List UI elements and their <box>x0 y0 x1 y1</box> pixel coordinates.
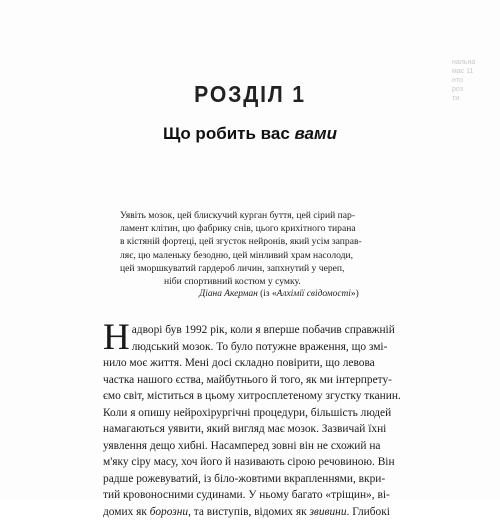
body-fragment: домих як <box>103 506 150 518</box>
body-fragment: , та виступів, відомих як <box>188 506 309 518</box>
chapter-title <box>0 124 500 144</box>
body-last-line <box>103 504 438 520</box>
epigraph-source-prefix: (із « <box>258 289 277 299</box>
drop-cap: Н <box>103 323 130 353</box>
body-line: м'яку сіру масу, хоч його й називають сірою речовиною. Він <box>103 454 438 471</box>
epigraph-line: ляє, цю маленьку безодню, цей мінливий храм насолоди, <box>120 249 438 262</box>
epigraph <box>120 209 438 288</box>
epigraph-line: ніби спортивний костюм у сумку. <box>120 275 438 288</box>
bleed-line: нто <box>452 76 492 85</box>
bleed-line: ти <box>452 94 492 103</box>
bleed-line: роз <box>452 85 492 94</box>
body-fragment: . Глибокі <box>347 506 390 518</box>
epigraph-line: ламент клітин, цю фабрику снів, цього крихітного тирана <box>120 222 438 235</box>
body-line: радше рожевуватий, із біло-жовтими вкрапленнями, вкри- <box>103 471 438 488</box>
epigraph-line: цей зморшкуватий гардероб личин, запхнутий у череп, <box>120 262 438 275</box>
term-zvyvyny: звивини <box>309 506 346 518</box>
body-line: нило моє життя. Мені досі складно повірити, що левова <box>103 355 438 372</box>
epigraph-author: Діана Акерман <box>199 289 258 299</box>
epigraph-source: Алхімії свідомості <box>277 289 351 299</box>
body-line: тий кровоносними судинами. У ньому багато «тріщин», ві- <box>103 487 438 504</box>
body-line: уявлення дещо хибні. Насамперед зовні він не схожий на <box>103 438 438 455</box>
epigraph-line: Уявіть мозок, цей блискучий курган буття, цей сірий пар- <box>120 209 438 222</box>
chapter-number: РОЗДІЛ 1 <box>20 81 480 108</box>
bleed-line: нальна <box>452 58 492 67</box>
body-text <box>103 322 438 520</box>
epigraph-source-suffix: ») <box>351 289 359 299</box>
body-line: намагаються уявити, який вигляд має мозок. Зазвичай їхні <box>103 421 438 438</box>
chapter-title-main: Що робить вас <box>163 124 295 143</box>
epigraph-attribution <box>120 289 438 299</box>
body-line: людський мозок. То було потужне враження, що змі- <box>103 339 438 356</box>
body-line: адворі був 1992 рік, коли я вперше побачив справжній <box>103 322 438 339</box>
body-line: Коли я опишу нейрохірургічні процедури, більшість людей <box>103 405 438 422</box>
body-line: ємо світ, міститься в цьому хитросплетеному згустку тканин. <box>103 388 438 405</box>
body-line: частка нашого єства, майбутнього й того, як ми інтерпрету- <box>103 372 438 389</box>
bleed-line: мас 11 <box>452 67 492 76</box>
epigraph-line: в кістяній фортеці, цей згусток нейронів, який усім заправ- <box>120 235 438 248</box>
term-borozny: борозни <box>150 506 188 518</box>
chapter-title-emphasis: вами <box>295 124 337 143</box>
